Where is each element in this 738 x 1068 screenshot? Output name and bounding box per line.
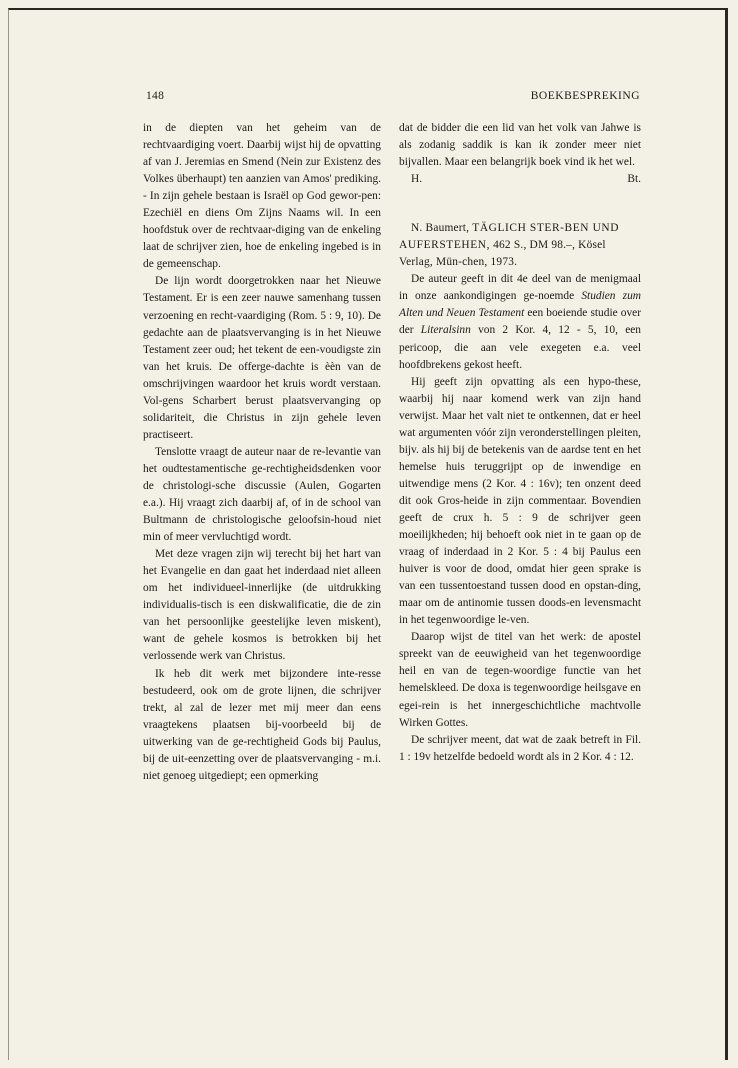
paragraph (399, 271, 641, 373)
signature-line (399, 171, 641, 188)
text-span: een boeiende studie over der (399, 307, 641, 337)
series-title: Studien zum Alten und Neuen Testament (399, 290, 641, 320)
right-column (399, 120, 641, 766)
paragraph: Daarop wijst de titel van het werk: de apostel spreekt van de eeuwigheid van het tegenwoordige heil en van de tegen-woordige functie van het hemelskleed. De doxa is tegenwoordige heilsgave en egei-rein is het innergeschichtliche machtvolle Wirken Gottes. (399, 631, 641, 729)
paragraph: Ik heb dit werk met bijzondere inte-resse bestudeerd, ook om de grote lijnen, die schrijver trekt, al zal de lezer met mij meer dan eens vraagtekens plaatsen bij-voorbeeld bij de uitwerking van de ge-rechtigheid Gods bij Paulus, bij de uit-eenzetting over de plaatsvervanging - m.i. niet genoeg uitgediept; een opmerking (143, 667, 381, 782)
signature-initial: H. (411, 173, 423, 186)
text-span: von 2 Kor. 4, 12 - 5, 10, een pericoop, die aan vele exegeten e.a. veel hoofdbrekens gekost heeft. (399, 324, 641, 371)
paragraph: Tenslotte vraagt de auteur naar de re-levantie van het oudtestamentische ge-rechtigheidsdenken voor de christologi-sche discussie (Aulen, Gogarten e.a.). Hij vraagt zich daarbij af, of in de school van Bultmann de christologische geloofsin-houd niet min of meer vervluchtigd wordt. (143, 445, 381, 544)
section-gap (399, 188, 641, 220)
page-header (146, 90, 640, 106)
running-head: BOEKBESPREKING (530, 90, 640, 102)
left-column (143, 120, 381, 785)
signature-reviewer: Bt. (627, 173, 641, 186)
paragraph: in de diepten van het geheim van de rechtvaardiging voert. Daarbij wijst hij de opvatting af van J. Jeremias en Smend (Nein zur Existenz des Volkes überhaupt) ten aanzien van Amos' prediking. - In zijn gehele bestaan is Israël op God gewor-pen: Ezechiël en diens Om Zijns Naams wil. In een hoofdstuk over de rechtvaar-diging van de enkeling laat de schrijver zien, hoe de enkeling ingebed is in de gemeenschap. (143, 122, 381, 271)
paragraph: De schrijver meent, dat wat de zaak betreft in Fil. 1 : 19v hetzelfde bedoeld wordt als in 2 Kor. 4 : 12. (399, 733, 641, 763)
book-author: N. Baumert, (411, 222, 470, 235)
paragraph: Hij geeft zijn opvatting als een hypo-these, waarbij hij naar komend werk van zijn hand verwijst. Maar het valt niet te ontkennen, dat er heel wat argumenten vóór zijn veronderstellingen pleiten, bijv. als hij bij de betekenis van de aardse tent en het hemelse huis teruggrijpt op de inwendige en uitwendige mens (2 Kor. 4 : 16v); ten onzent deed dit ook Gros-heide in zijn commentaar. Bovendien geeft de crux h. 5 : 9 de schrijver geen moeilijkheden; hij behoeft ook niet in te gaan op de vraag of inderdaad in 2 Kor. 5 : 4 bij Paulus een huiver is voor de dood, omdat hier geen sprake is van een tussentoestand tussen dood en opstan-ding, maar om de antinomie tussen doods-en levensmacht in het tegenwoordige le-ven. (399, 375, 641, 627)
term-literalsinn: Literalsinn (420, 324, 471, 337)
paragraph: De lijn wordt doorgetrokken naar het Nieuwe Testament. Er is een zeer nauwe samenhang tussen verzoening en recht-vaardiging (Rom. 5 : 9, 10). De gedachte aan de plaatsvervanging is in het Nieuwe Testament zeer oud; het tekent de een-voudigste zin van het kruis. De offerge-dachte is èèn van de omschrijvingen waardoor het kruis wordt verstaan. Vol-gens Scharbert berust plaatsvervanging op solidariteit, die Christus in zijn gehele leven practiseert. (143, 275, 381, 441)
book-title: TÄGLICH STER-BEN UND AUFERSTEHEN, (399, 222, 620, 252)
page-number: 148 (146, 90, 165, 102)
book-details: 462 S., DM 98.–, Kösel Verlag, Mün-chen, 1973. (399, 239, 606, 269)
book-reference (399, 220, 641, 271)
paragraph: dat de bidder die een lid van het volk van Jahwe is als zodanig saddik is kan ik zonder meer niet bijvallen. Maar een belangrijk boek vind ik het wel. (399, 122, 641, 169)
paragraph: Met deze vragen zijn wij terecht bij het hart van het Evangelie en dan gaat het inderdaad niet alleen om het individueel-innerlijke (de uitdrukking individualis-tisch is een diskwalificatie, die de zin van het persoonlijke geestelijke leven miskent), want de gehele kosmos is betrokken bij het verlossende werk van Christus. (143, 548, 381, 663)
text-span: De auteur geeft in dit 4e deel van de menigmaal in onze aankondigingen ge-noemde (399, 273, 641, 303)
